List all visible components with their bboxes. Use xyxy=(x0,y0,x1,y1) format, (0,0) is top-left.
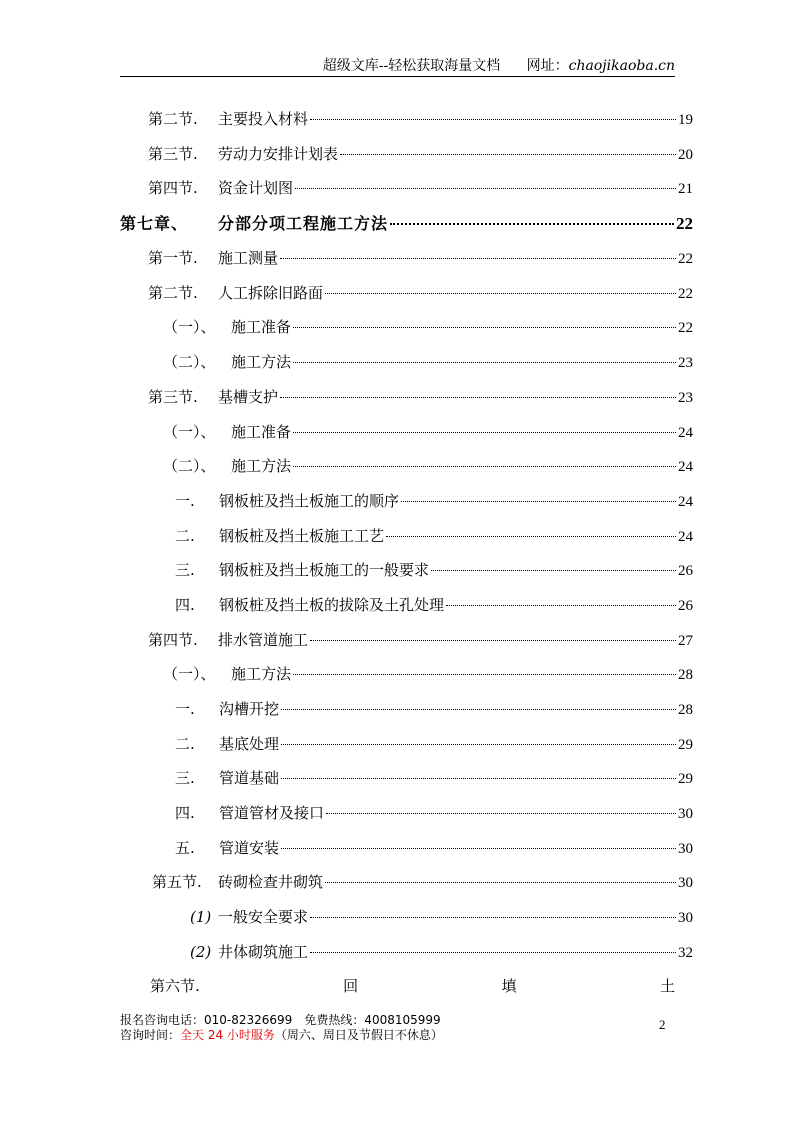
toc-entry-page: 23 xyxy=(678,390,693,406)
toc-entry-title: 施工方法 xyxy=(231,665,292,683)
toc-entry-title: 管道安装 xyxy=(219,839,280,857)
toc-entry[interactable] xyxy=(148,143,693,163)
toc-dot-leader xyxy=(310,640,676,641)
toc-dot-leader xyxy=(310,917,676,918)
toc-dot-leader xyxy=(280,258,676,259)
toc-entry[interactable] xyxy=(175,559,693,579)
site-url-group xyxy=(527,58,675,74)
toc-dot-leader xyxy=(431,570,676,571)
toc-entry[interactable] xyxy=(148,282,693,302)
toc-dot-leader xyxy=(293,432,676,433)
toc-chapter-entry[interactable] xyxy=(120,211,693,231)
toc-dot-leader xyxy=(325,882,676,883)
toc-entry[interactable] xyxy=(175,733,693,753)
toc-entry-page: 28 xyxy=(678,667,693,683)
toc-entry-number: 一. xyxy=(175,700,195,718)
toc-entry-title: 钢板桩及挡土板的拔除及土孔处理 xyxy=(219,596,445,614)
toc-entry[interactable] xyxy=(190,941,693,961)
toc-dot-leader xyxy=(280,397,676,398)
toc-entry-title: 资金计划图 xyxy=(218,179,294,197)
toc-dot-leader xyxy=(293,674,676,675)
toc-entry[interactable] xyxy=(148,108,693,128)
toc-entry-title: 砖砌检查井砌筑 xyxy=(218,873,324,891)
toc-entry-title: 分部分项工程施工方法 xyxy=(218,214,389,233)
footer-hours-note: （周六、周日及节假日不休息） xyxy=(274,1028,443,1042)
toc-entry-number: 第二节. xyxy=(148,110,198,128)
toc-entry-title: 钢板桩及挡土板施工的一般要求 xyxy=(219,561,430,579)
toc-entry-title: 一般安全要求 xyxy=(218,908,309,926)
toc-entry-title: 施工测量 xyxy=(218,249,279,267)
page-header xyxy=(120,55,675,75)
toc-dot-leader xyxy=(295,188,676,189)
toc-entry-title: 施工准备 xyxy=(231,423,292,441)
toc-entry-number: 三. xyxy=(175,561,195,579)
toc-entry-page: 30 xyxy=(678,910,693,926)
toc-entry-page: 30 xyxy=(678,841,693,857)
toc-entry-title: 施工方法 xyxy=(231,457,292,475)
toc-dot-leader xyxy=(386,536,676,537)
page-number: 2 xyxy=(659,1017,666,1032)
site-url[interactable]: chaojikaoba.cn xyxy=(568,58,675,74)
toc-entry-page: 30 xyxy=(678,806,693,822)
toc-entry-number: （一）、 xyxy=(163,423,216,441)
toc-dot-leader xyxy=(326,813,676,814)
toc-entry-number: 第二节. xyxy=(148,284,198,302)
toc-entry-number: 第三节. xyxy=(148,145,198,163)
toc-entry[interactable] xyxy=(163,351,693,371)
toc-entry-title: 劳动力安排计划表 xyxy=(218,145,339,163)
page-footer xyxy=(120,1013,443,1043)
footer-hours xyxy=(120,1028,443,1043)
toc-entry-number: (1) xyxy=(190,908,212,926)
toc-entry[interactable] xyxy=(148,386,693,406)
toc-entry[interactable] xyxy=(175,490,693,510)
toc-entry-page: 32 xyxy=(678,945,693,961)
toc-entry[interactable] xyxy=(152,871,693,891)
toc-entry-title: 管道管材及接口 xyxy=(219,804,325,822)
toc-dot-leader xyxy=(401,501,676,502)
header-rule xyxy=(120,76,675,77)
toc-dot-leader xyxy=(293,466,676,467)
toc-entry-number: 第六节. xyxy=(150,977,200,995)
toc-entry[interactable] xyxy=(175,594,693,614)
toc-dot-leader xyxy=(293,362,676,363)
toc-entry-page: 26 xyxy=(678,563,693,579)
toc-entry-spread xyxy=(150,975,675,996)
toc-entry[interactable] xyxy=(190,906,693,926)
toc-entry[interactable] xyxy=(175,525,693,545)
toc-entry-char: 回 xyxy=(343,977,359,995)
toc-entry-number: 第一节. xyxy=(148,249,198,267)
toc-entry-page: 24 xyxy=(678,529,693,545)
toc-entry[interactable] xyxy=(148,177,693,197)
toc-entry-page: 24 xyxy=(678,459,693,475)
toc-entry-page: 24 xyxy=(678,425,693,441)
toc-entry-title: 人工拆除旧路面 xyxy=(218,284,324,302)
toc-dot-leader xyxy=(446,605,676,606)
toc-entry-number: 四. xyxy=(175,596,195,614)
toc-entry-page: 21 xyxy=(678,181,693,197)
toc-entry-page: 29 xyxy=(678,771,693,787)
footer-hours-highlight: 全天 24 小时服务 xyxy=(180,1028,275,1042)
toc-entry[interactable] xyxy=(163,316,693,336)
toc-entry-number: (2) xyxy=(190,943,212,961)
toc-entry-number: （二）、 xyxy=(163,353,216,371)
toc-dot-leader xyxy=(293,327,676,328)
toc-entry-number: 第四节. xyxy=(148,631,198,649)
footer-hours-label: 咨询时间： xyxy=(120,1028,181,1042)
toc-entry-number: （一）、 xyxy=(163,318,216,336)
site-url-label: 网址： xyxy=(526,58,569,74)
toc-entry-page: 28 xyxy=(678,702,693,718)
toc-entry-page: 23 xyxy=(678,355,693,371)
toc-entry-title: 井体砌筑施工 xyxy=(218,943,309,961)
toc-entry-page: 22 xyxy=(678,320,693,336)
footer-contact: 报名咨询电话：010-82326699 免费热线：4008105999 xyxy=(120,1013,441,1027)
toc-entry-number: （二）、 xyxy=(163,457,216,475)
toc-entry-number: （一）、 xyxy=(163,665,216,683)
toc-entry[interactable] xyxy=(175,698,693,718)
toc-entry-title: 施工准备 xyxy=(231,318,292,336)
toc-dot-leader xyxy=(281,848,676,849)
toc-entry-number: 二. xyxy=(175,527,195,545)
toc-entry-char: 填 xyxy=(501,977,517,995)
toc-entry-number: 第五节. xyxy=(152,873,202,891)
site-name: 超级文库--轻松获取海量文档 xyxy=(322,58,501,74)
toc-dot-leader xyxy=(281,709,676,710)
toc-entry[interactable] xyxy=(148,629,693,649)
toc-entry-title: 钢板桩及挡土板施工的顺序 xyxy=(219,492,400,510)
toc-entry-title: 排水管道施工 xyxy=(218,631,309,649)
toc-entry-page: 27 xyxy=(678,633,693,649)
toc-entry-number: 二. xyxy=(175,735,195,753)
toc-entry-number: 五. xyxy=(175,839,195,857)
toc-dot-leader xyxy=(390,223,674,225)
toc-entry-title: 基底处理 xyxy=(219,735,280,753)
toc-entry-title: 钢板桩及挡土板施工工艺 xyxy=(219,527,385,545)
toc-entry-number: 四. xyxy=(175,804,195,822)
toc-dot-leader xyxy=(325,293,676,294)
toc-entry[interactable] xyxy=(163,421,693,441)
toc-entry-page: 19 xyxy=(678,112,693,128)
toc-dot-leader xyxy=(310,119,676,120)
toc-entry[interactable] xyxy=(175,767,693,787)
toc-entry-page: 30 xyxy=(678,875,693,891)
toc-entry-number: 第四节. xyxy=(148,179,198,197)
toc-dot-leader xyxy=(281,744,676,745)
toc-entry-number: 一. xyxy=(175,492,195,510)
toc-entry-number: 第七章、 xyxy=(120,214,189,233)
toc-dot-leader xyxy=(340,154,676,155)
toc-entry[interactable] xyxy=(148,247,693,267)
toc-entry-title: 主要投入材料 xyxy=(218,110,309,128)
toc-entry-page: 26 xyxy=(678,598,693,614)
toc-entry-title: 管道基础 xyxy=(219,769,280,787)
toc-entry[interactable] xyxy=(163,455,693,475)
toc-entry-page: 22 xyxy=(678,251,693,267)
toc-entry[interactable] xyxy=(175,837,693,857)
toc-entry-number: 三. xyxy=(175,769,195,787)
toc-entry-number: 第三节. xyxy=(148,388,198,406)
toc-entry[interactable] xyxy=(163,663,693,683)
toc-entry-title: 基槽支护 xyxy=(218,388,279,406)
toc-entry-page: 22 xyxy=(676,214,693,233)
toc-entry-page: 20 xyxy=(678,147,693,163)
toc-entry[interactable] xyxy=(175,802,693,822)
toc-entry-title: 施工方法 xyxy=(231,353,292,371)
toc-entry-page: 24 xyxy=(678,494,693,510)
toc-entry-page: 29 xyxy=(678,737,693,753)
toc-entry-title: 沟槽开挖 xyxy=(219,700,280,718)
toc-entry-page: 22 xyxy=(678,286,693,302)
toc-entry-char: 土 xyxy=(659,977,675,995)
toc-dot-leader xyxy=(281,778,676,779)
toc-dot-leader xyxy=(310,952,676,953)
